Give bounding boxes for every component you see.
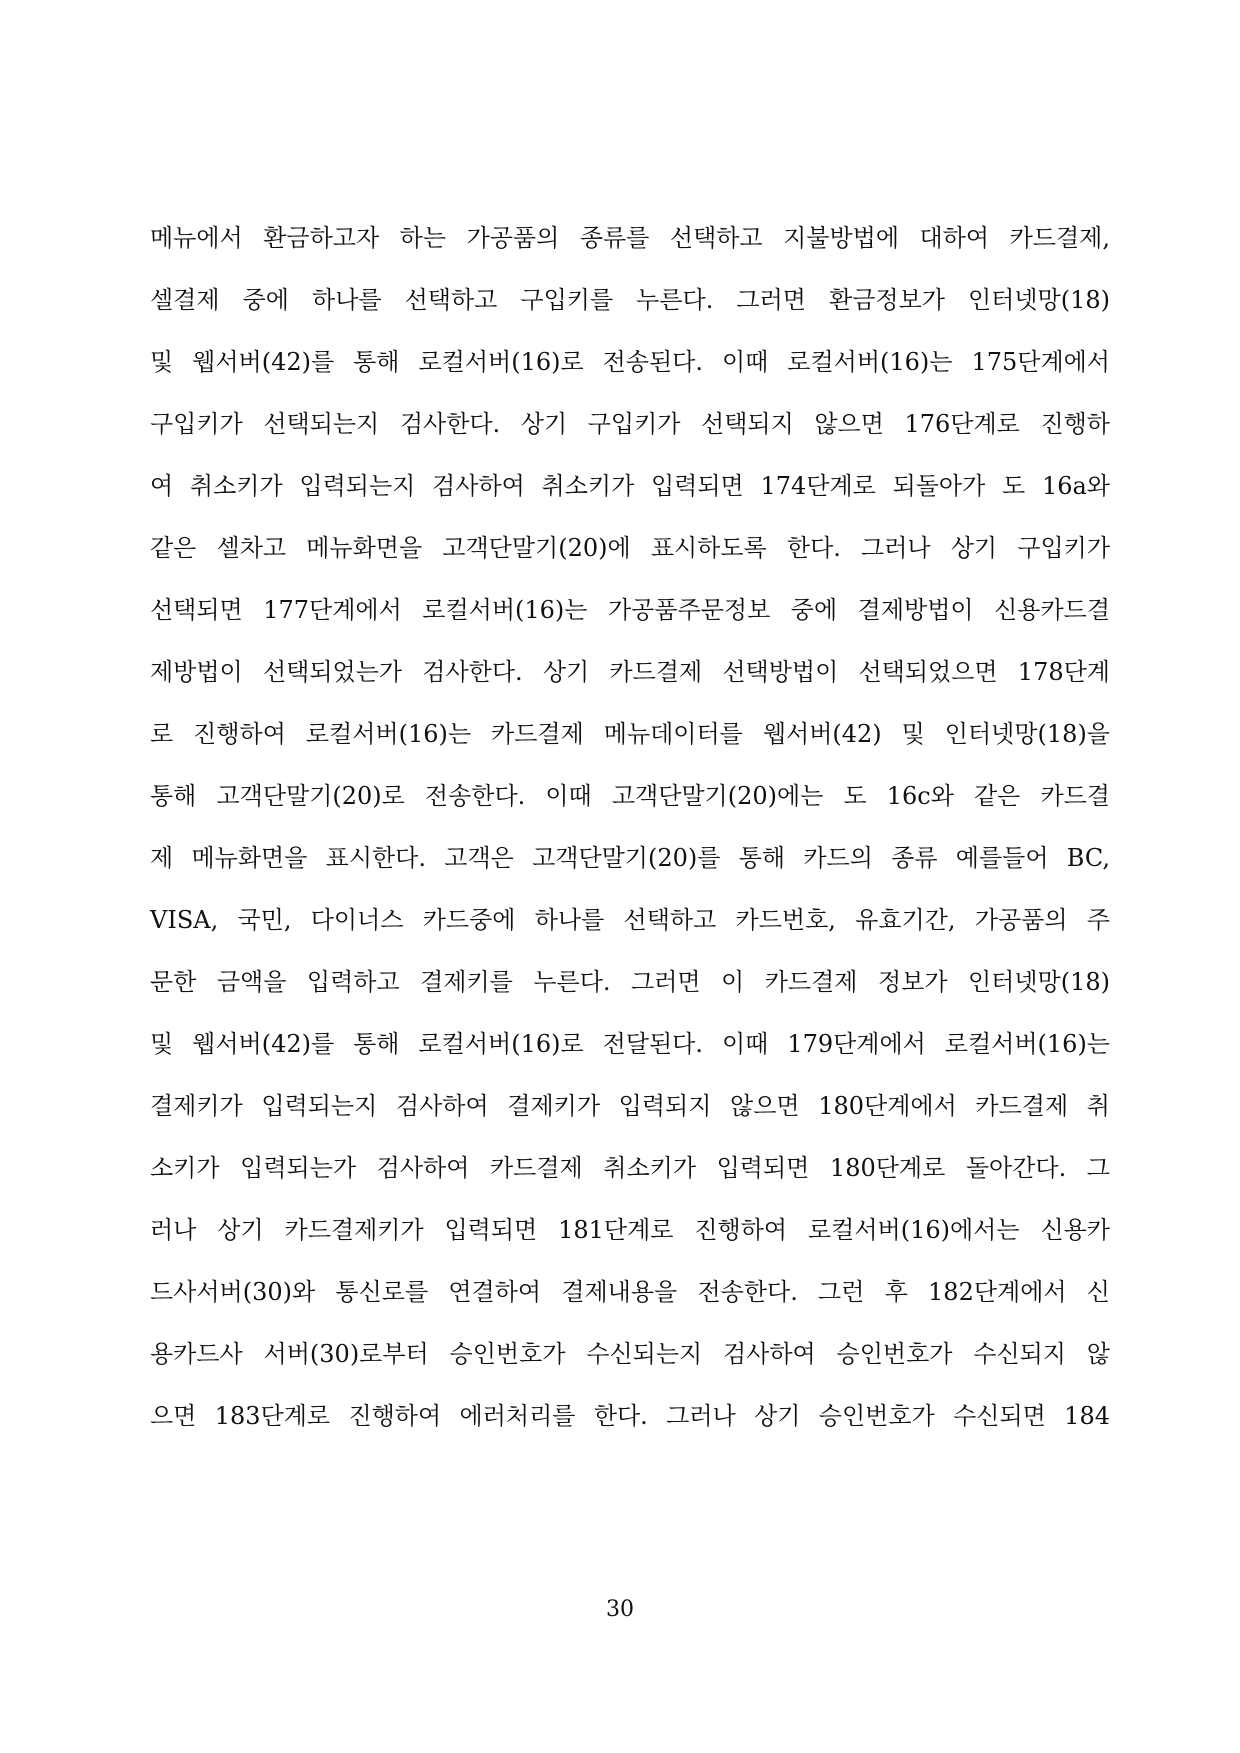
text-line: 통해 고객단말기(20)로 전송한다. 이때 고객단말기(20)에는 도 16c와 같은 카드결 — [150, 782, 1110, 810]
text-line: 여 취소키가 입력되는지 검사하여 취소키가 입력되면 174단계로 되돌아가 도 16a와 — [150, 472, 1110, 500]
page-number: 30 — [606, 1597, 634, 1622]
text-line: 셀결제 중에 하나를 선택하고 구입키를 누른다. 그러면 환금정보가 인터넷망(18) — [150, 286, 1110, 314]
text-line: 용카드사 서버(30)로부터 승인번호가 수신되는지 검사하여 승인번호가 수신되지 않 — [150, 1340, 1110, 1368]
text-line: 문한 금액을 입력하고 결제키를 누른다. 그러면 이 카드결제 정보가 인터넷망(18) — [150, 968, 1110, 996]
text-line: 러나 상기 카드결제키가 입력되면 181단계로 진행하여 로컬서버(16)에서는 신용카 — [150, 1216, 1110, 1244]
text-line: 으면 183단계로 진행하여 에러처리를 한다. 그러나 상기 승인번호가 수신되면 184 — [150, 1402, 1110, 1430]
body-text — [150, 223, 1110, 1463]
text-line: VISA, 국민, 다이너스 카드중에 하나를 선택하고 카드번호, 유효기간, 가공품의 주 — [150, 906, 1110, 934]
text-line: 제 메뉴화면을 표시한다. 고객은 고객단말기(20)를 통해 카드의 종류 예를들어 BC, — [150, 844, 1110, 872]
text-line: 및 웹서버(42)를 통해 로컬서버(16)로 전송된다. 이때 로컬서버(16)는 175단계에서 — [150, 348, 1110, 376]
text-line: 선택되면 177단계에서 로컬서버(16)는 가공품주문정보 중에 결제방법이 신용카드결 — [150, 596, 1110, 624]
text-line: 및 웹서버(42)를 통해 로컬서버(16)로 전달된다. 이때 179단계에서 로컬서버(16)는 — [150, 1030, 1110, 1058]
text-line: 같은 셀차고 메뉴화면을 고객단말기(20)에 표시하도록 한다. 그러나 상기 구입키가 — [150, 534, 1110, 562]
text-line: 로 진행하여 로컬서버(16)는 카드결제 메뉴데이터를 웹서버(42) 및 인터넷망(18)을 — [150, 720, 1110, 748]
text-line: 제방법이 선택되었는가 검사한다. 상기 카드결제 선택방법이 선택되었으면 178단계 — [150, 658, 1110, 686]
text-line: 메뉴에서 환금하고자 하는 가공품의 종류를 선택하고 지불방법에 대하여 카드결제, — [150, 224, 1110, 252]
text-line: 드사서버(30)와 통신로를 연결하여 결제내용을 전송한다. 그런 후 182단계에서 신 — [150, 1278, 1110, 1306]
text-line: 결제키가 입력되는지 검사하여 결제키가 입력되지 않으면 180단계에서 카드결제 취 — [150, 1092, 1110, 1120]
text-line: 구입키가 선택되는지 검사한다. 상기 구입키가 선택되지 않으면 176단계로 진행하 — [150, 410, 1110, 438]
text-line: 소키가 입력되는가 검사하여 카드결제 취소키가 입력되면 180단계로 돌아간다. 그 — [150, 1154, 1110, 1182]
